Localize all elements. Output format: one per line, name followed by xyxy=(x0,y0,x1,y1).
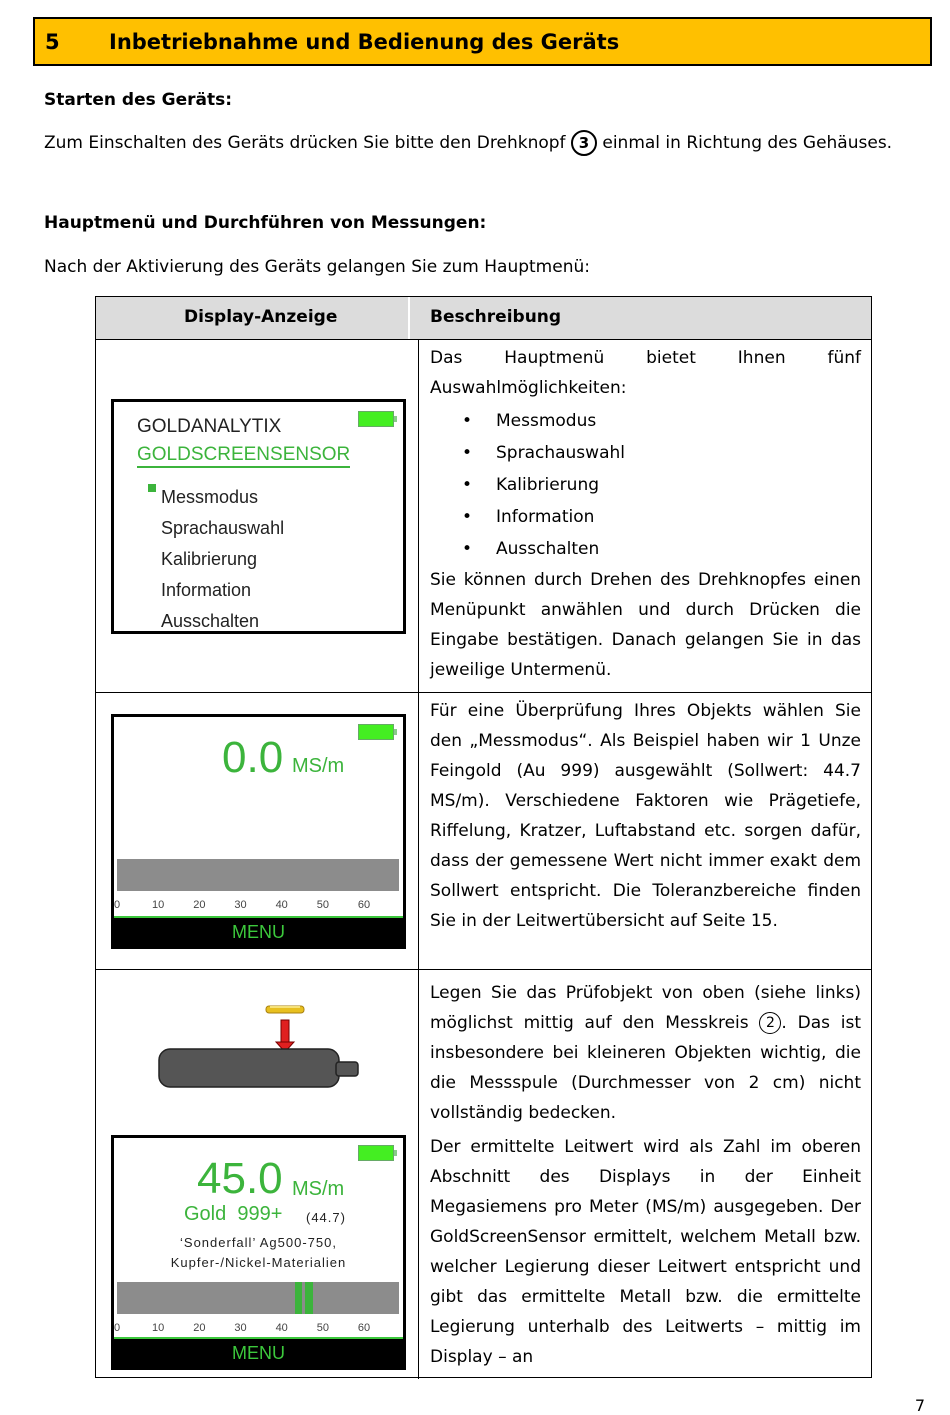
tick-label: 30 xyxy=(234,1322,247,1334)
menu-strip: MENU xyxy=(114,1339,403,1367)
page-number: 7 xyxy=(914,1396,925,1415)
tick-label: 20 xyxy=(193,899,206,911)
row3-p1-after: . Das ist insbesondere bei kleineren Objekten wichtig, die die Messspule (Durchmesser von 2 cm) nicht vollständig bedecken. xyxy=(430,1013,861,1123)
main-menu-screen xyxy=(111,399,406,634)
screen-product: GOLDSCREENSENSOR xyxy=(137,444,350,468)
menu-strip: MENU xyxy=(114,918,403,946)
measured-unit: MS/m xyxy=(292,1178,345,1200)
row3-paragraph-1 xyxy=(430,978,861,1128)
screen-menu-item: Ausschalten xyxy=(161,611,260,631)
screen-menu-item: Information xyxy=(161,580,252,600)
material-note: Kupfer-/Nickel-Materialien xyxy=(170,1255,347,1270)
row1-description xyxy=(430,343,861,685)
screen-menu-item: Sprachauswahl xyxy=(161,518,285,538)
scale-bar xyxy=(117,859,399,891)
material-name: Gold 999+ xyxy=(184,1203,283,1225)
battery-icon xyxy=(358,724,394,740)
tick-label: 50 xyxy=(316,899,329,911)
measured-value: 0.0 xyxy=(222,733,284,782)
circled-number-2: 2 xyxy=(759,1012,781,1034)
special-case-note: ‘Sonderfall’ Ag500-750, xyxy=(180,1235,337,1250)
col-header-description: Beschreibung xyxy=(430,307,562,327)
section-header xyxy=(33,17,932,66)
tick-label: 60 xyxy=(357,899,371,911)
screen-menu-item: Kalibrierung xyxy=(161,549,258,569)
measure-mode-screen xyxy=(111,714,406,949)
screen-menu-item: Messmodus xyxy=(161,487,259,507)
measured-value: 45.0 xyxy=(197,1154,283,1203)
tick-label: 10 xyxy=(152,1322,165,1334)
menu-section-intro: Nach der Aktivierung des Geräts gelangen Sie zum Hauptmenü: xyxy=(44,257,590,277)
tick-label: 0 xyxy=(113,1322,121,1334)
screen-brand: GOLDANALYTIX xyxy=(137,416,282,437)
bullet-item: • Messmodus xyxy=(430,405,861,437)
start-text-before: Zum Einschalten des Geräts drücken Sie bitte den Drehknopf xyxy=(44,133,566,153)
row3-p1-before: Legen Sie das Prüfobjekt von oben (siehe links) möglichst mittig auf den Messkreis xyxy=(430,983,861,1033)
bullet-item: • Ausschalten xyxy=(430,533,861,565)
measured-unit: MS/m xyxy=(292,755,345,777)
tick-label: 40 xyxy=(275,1322,288,1334)
tick-label: 10 xyxy=(152,899,165,911)
bullet-item: • Kalibrierung xyxy=(430,469,861,501)
tick-label: 20 xyxy=(193,1322,206,1334)
row1-bullet-list xyxy=(430,405,861,565)
row-divider xyxy=(96,339,871,340)
selection-marker-icon xyxy=(148,484,156,492)
test-object-icon xyxy=(266,1006,304,1013)
start-heading: Starten des Geräts: xyxy=(44,90,233,110)
table-header-row xyxy=(96,297,871,339)
header-gap xyxy=(408,297,410,339)
section-number: 5 xyxy=(45,30,60,54)
bullet-item: • Sprachauswahl xyxy=(430,437,861,469)
down-arrow-icon xyxy=(276,1020,294,1052)
row1-outro: Sie können durch Drehen des Drehknopfes einen Menüpunkt anwählen und durch Drücken die Eingabe bestätigen. Danach gelangen Sie in das jeweilige Untermenü. xyxy=(430,570,861,680)
menu-section-heading: Hauptmenü und Durchführen von Messungen: xyxy=(44,213,487,233)
device-placement-illustration xyxy=(151,1002,366,1092)
section-title: Inbetriebnahme und Bedienung des Geräts xyxy=(109,30,620,54)
sensor-device-icon xyxy=(159,1049,358,1087)
row2-description: Für eine Überprüfung Ihres Objekts wählen Sie den „Messmodus“. Als Beispiel haben wir 1 Unze Feingold (Au 999) ausgewählt (Sollwert: 44.7 MS/m). Verschiedene Faktoren wie Prägetiefe, Riffelung, Kratzer, Luftabstand etc. sorgen dafür, dass der gemessene Wert nicht immer exakt dem Sollwert entspricht. Die Toleranzbereiche finden Sie in der Leitwertübersicht auf Seite 15. xyxy=(430,701,861,931)
column-divider xyxy=(418,339,419,1379)
row3-description xyxy=(430,978,861,1372)
result-marker xyxy=(295,1282,313,1314)
start-paragraph xyxy=(44,128,923,159)
bullet-item: • Information xyxy=(430,501,861,533)
tick-label: 0 xyxy=(113,899,121,911)
screen-menu-list xyxy=(161,482,284,634)
scale-bar xyxy=(117,1282,399,1314)
tick-label: 60 xyxy=(357,1322,371,1334)
circled-number-3: 3 xyxy=(571,130,597,156)
col-header-display: Display-Anzeige xyxy=(184,307,338,327)
tick-label: 40 xyxy=(275,899,288,911)
row1-intro: Das Hauptmenü bietet Ihnen fünf Auswahlmöglichkeiten: xyxy=(430,348,861,398)
start-text-after: einmal in Richtung des Gehäuses. xyxy=(602,133,893,153)
battery-icon xyxy=(358,1145,394,1161)
tick-label: 30 xyxy=(234,899,247,911)
nominal-value: (44.7) xyxy=(306,1210,346,1225)
row-divider xyxy=(96,692,871,693)
row-divider xyxy=(96,969,871,970)
tick-label: 50 xyxy=(316,1322,329,1334)
row3-paragraph-2: Der ermittelte Leitwert wird als Zahl im oberen Abschnitt des Displays in der Einheit Megasiemens pro Meter (MS/m) ausgegeben. Der GoldScreenSensor ermittelt, welchem Metall bzw. welcher Legierung dieser Leitwert entspricht und gibt das ermittelte Metall bzw. die ermittelte Legierung unterhalb des Leitwerts – mittig im Display – an xyxy=(430,1137,861,1367)
measurement-result-screen xyxy=(111,1135,406,1370)
display-table xyxy=(95,296,872,1378)
battery-icon xyxy=(358,411,394,427)
